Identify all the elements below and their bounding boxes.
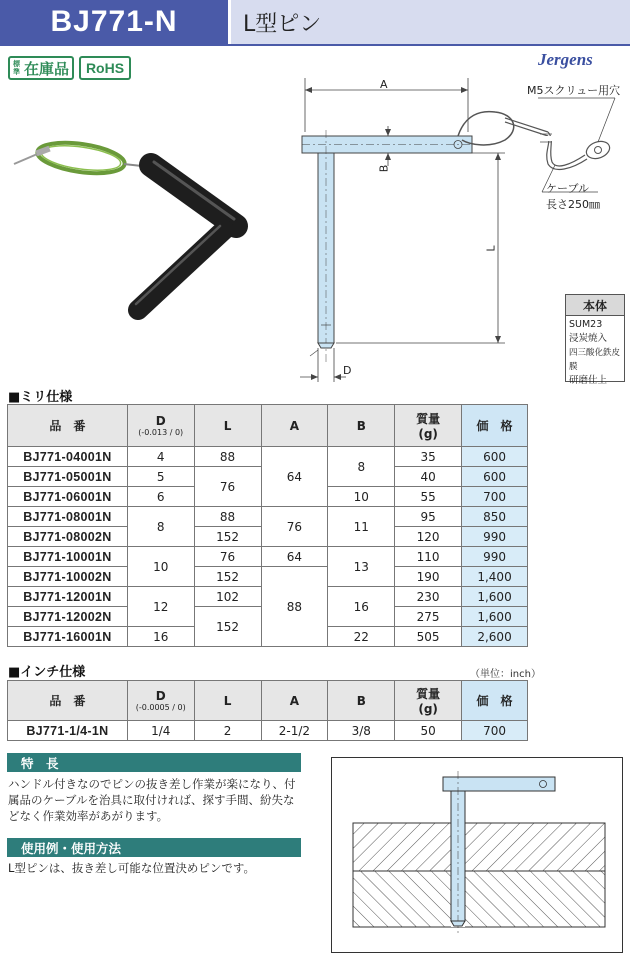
features-title: 特 長 xyxy=(7,753,301,772)
product-photo xyxy=(6,120,256,330)
page-header xyxy=(0,0,630,46)
stock-badge xyxy=(8,56,74,80)
table-row: BJ771-06001N 6 10 55 700 xyxy=(8,487,528,507)
header-d-tolerance: (-0.013 / 0) xyxy=(138,428,184,437)
dimension-a-label: A xyxy=(380,78,388,91)
header-a: A xyxy=(261,681,328,721)
cable-label: ケーブル xyxy=(546,182,590,195)
table-row: BJ771-12002N 152 275 1,600 xyxy=(8,607,528,627)
header-divider xyxy=(0,44,630,46)
usage-title: 使用例・使用方法 xyxy=(7,838,301,857)
material-box xyxy=(565,294,625,386)
rohs-badge: RoHS xyxy=(79,56,131,80)
material-lines xyxy=(566,316,624,390)
table-row: BJ771-16001N 16 22 505 2,600 xyxy=(8,627,528,647)
usage-illustration xyxy=(331,757,623,953)
mm-spec-table xyxy=(7,404,528,647)
table-row: BJ771-10001N 10 76 64 13 110 990 xyxy=(8,547,528,567)
screw-hole-label: M5スクリュー用穴 xyxy=(527,84,621,97)
material-title: 本体 xyxy=(566,295,624,316)
header-d: D (-0.0005 / 0) xyxy=(127,681,194,721)
usage-text: L型ピンは、抜き差し可能な位置決めピンです。 xyxy=(8,861,255,875)
product-code: BJ771-N xyxy=(0,0,228,44)
material-line: 研磨仕上 xyxy=(569,375,608,386)
product-name: L型ピン xyxy=(231,0,630,44)
header-price: 価 格 xyxy=(462,681,528,721)
dimension-b-label: B xyxy=(377,164,391,173)
inch-spec-title: ■インチ仕様 xyxy=(8,665,86,680)
header-b: B xyxy=(328,681,395,721)
table-row: BJ771-12001N 12 102 16 230 1,600 xyxy=(8,587,528,607)
header-part-no: 品 番 xyxy=(8,405,128,447)
header-d: D (-0.013 / 0) xyxy=(127,405,194,447)
cable-length-label: 長さ250㎜ xyxy=(546,198,600,211)
brand-logo: Jergens xyxy=(538,50,593,69)
material-line: 浸炭焼入 xyxy=(569,333,608,344)
table-row: BJ771-08002N 152 120 990 xyxy=(8,527,528,547)
header-d-tolerance: (-0.0005 / 0) xyxy=(135,703,186,712)
header-mass: 質量 (g) xyxy=(395,681,462,721)
table-row: BJ771-1/4-1N 1/4 2 2-1/2 3/8 50 700 xyxy=(8,721,528,741)
header-l: L xyxy=(194,681,261,721)
table-header-row xyxy=(8,405,528,447)
features-text: ハンドル付きなのでピンの抜き差し作業が楽になり、付属品のケーブルを治具に取付ければ、探す手間、紛失などなく作業効率があがります。 xyxy=(8,777,296,823)
header-part-no: 品 番 xyxy=(8,681,128,721)
dimension-l-label: L xyxy=(484,245,498,252)
header-b: B xyxy=(328,405,395,447)
material-line: SUM23 xyxy=(569,319,603,330)
inch-spec-table xyxy=(7,680,528,741)
header-a: A xyxy=(261,405,328,447)
header-price: 価 格 xyxy=(462,405,528,447)
dimension-d-label: D xyxy=(343,364,352,377)
table-row: BJ771-04001N 4 88 64 8 35 600 xyxy=(8,447,528,467)
material-line: 四三酸化鉄皮膜 xyxy=(569,348,621,372)
table-row: BJ771-08001N 8 88 76 11 95 850 xyxy=(8,507,528,527)
stock-badge-small: 標準 xyxy=(13,60,20,76)
header-mass: 質量 (g) xyxy=(395,405,462,447)
unit-note: （単位：inch） xyxy=(470,669,541,680)
stock-badge-label: 在庫品 xyxy=(24,59,70,78)
header-l: L xyxy=(194,405,261,447)
table-header-row xyxy=(8,681,528,721)
table-row: BJ771-10002N 152 88 190 1,400 xyxy=(8,567,528,587)
mm-spec-title: ■ミリ仕様 xyxy=(8,390,73,405)
table-row: BJ771-05001N 5 76 40 600 xyxy=(8,467,528,487)
